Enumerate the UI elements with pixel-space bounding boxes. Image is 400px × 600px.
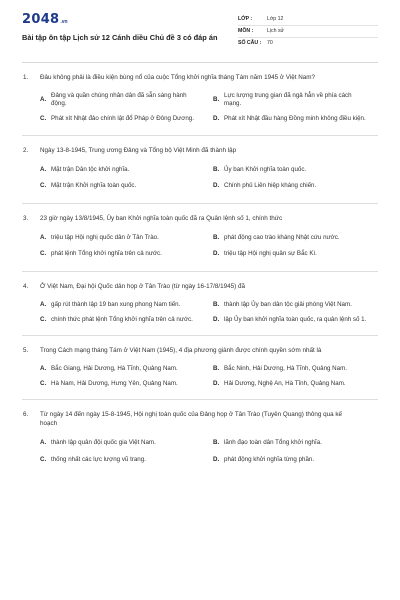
meta-row-count [238, 38, 378, 50]
option-c[interactable] [40, 178, 205, 195]
option-letter: A. [40, 365, 47, 373]
option-a[interactable] [40, 362, 205, 377]
option-text: Mặt trận Dân tộc khởi nghĩa. [51, 165, 130, 173]
option-text: lập Ủy ban khởi nghĩa toàn quốc, ra quân lệnh số 1. [224, 315, 367, 323]
option-b[interactable] [213, 298, 378, 313]
brand-block [22, 11, 217, 62]
option-text: thành lập quân đội quốc gia Việt Nam. [51, 439, 156, 447]
option-text: Mặt trận Khởi nghĩa toàn quốc. [51, 182, 137, 190]
option-d[interactable] [213, 246, 378, 263]
option-letter: A. [40, 96, 47, 104]
option-a[interactable] [40, 230, 205, 247]
option-grid [22, 362, 378, 391]
question-text: Từ ngày 14 đến ngày 15-8-1945, Hội nghị toàn quốc của Đảng họp ở Tân Trào (Tuyên Quang) thông qua kế hoạch [40, 411, 343, 428]
option-text: Hà Nam, Hải Dương, Hưng Yên, Quảng Nam. [51, 379, 178, 387]
option-letter: B. [213, 439, 220, 447]
option-c[interactable] [40, 313, 205, 328]
question-stem [22, 347, 378, 356]
option-a[interactable] [40, 162, 205, 179]
option-c[interactable] [40, 246, 205, 263]
option-text: Lực lượng trung gian đã ngả hẳn về phía cách mạng. [224, 91, 352, 108]
option-a[interactable] [40, 435, 205, 452]
meta-value: Lớp 12 [267, 15, 284, 22]
option-grid [22, 298, 378, 327]
option-letter: B. [213, 165, 220, 173]
question-4 [22, 272, 378, 336]
question-number: 5. [23, 347, 29, 355]
meta-label: SỐ CÂU : [238, 40, 262, 47]
option-letter: C. [40, 379, 47, 387]
question-stem [22, 411, 378, 429]
question-text: Đâu không phải là điều kiện bùng nổ của cuộc Tổng khởi nghĩa tháng Tám năm 1945 ở Việt Nam? [40, 74, 316, 81]
option-grid [22, 89, 378, 127]
option-b[interactable] [213, 435, 378, 452]
option-d[interactable] [213, 112, 378, 127]
question-text: 23 giờ ngày 13/8/1945, Ủy ban Khởi nghĩa toàn quốc đã ra Quân lệnh số 1, chính thức [40, 214, 283, 222]
option-a[interactable] [40, 298, 205, 313]
option-letter: C. [40, 250, 47, 258]
option-letter: B. [213, 96, 220, 104]
option-text: Phát xít Nhật đảo chính lật đổ Pháp ở Đông Dương. [51, 115, 194, 123]
question-text: Trong Cách mạng tháng Tám ở Việt Nam (1945), 4 địa phương giành được chính quyền sớm nhất là [40, 347, 322, 355]
option-letter: A. [40, 300, 47, 308]
document-title: Bài tập ôn tập Lịch sử 12 Cánh diều Chủ đề 3 có đáp án [22, 33, 218, 43]
option-letter: C. [40, 115, 47, 123]
meta-label: MÔN : [238, 27, 254, 34]
option-text: phát động khởi nghĩa từng phần. [224, 455, 315, 463]
option-letter: D. [213, 315, 220, 323]
option-d[interactable] [213, 313, 378, 328]
option-text: lãnh đạo toàn dân Tổng khởi nghĩa. [224, 439, 322, 447]
question-stem [22, 283, 378, 292]
option-letter: A. [40, 233, 47, 241]
option-c[interactable] [40, 112, 205, 127]
question-number: 4. [23, 283, 29, 291]
meta-label: LỚP : [238, 15, 253, 22]
option-letter: B. [213, 300, 220, 308]
option-c[interactable] [40, 377, 205, 392]
option-letter: B. [213, 365, 220, 373]
question-6 [22, 400, 378, 476]
option-b[interactable] [213, 362, 378, 377]
option-text: Bắc Giang, Hải Dương, Hà Tĩnh, Quảng Nam. [51, 365, 178, 373]
option-text: phát động cao trào kháng Nhật cứu nước. [224, 233, 340, 241]
option-text: Đảng và quần chúng nhân dân đã sẵn sàng hành động. [51, 91, 187, 108]
option-text: Hải Dương, Nghệ An, Hà Tĩnh, Quảng Nam. [224, 379, 346, 387]
site-logo[interactable] [22, 11, 217, 29]
option-text: Ủy ban Khởi nghĩa toàn quốc. [224, 165, 307, 173]
option-letter: C. [40, 182, 47, 190]
meta-value: Lịch sử [267, 27, 285, 34]
question-stem [22, 74, 378, 83]
option-letter: C. [40, 455, 47, 463]
question-3 [22, 204, 378, 272]
question-1 [22, 63, 378, 136]
option-letter: D. [213, 115, 220, 123]
meta-row-subject [238, 26, 378, 38]
option-d[interactable] [213, 377, 378, 392]
option-text: Chính phủ Liên hiệp kháng chiến. [224, 182, 317, 190]
option-text: Bắc Ninh, Hải Dương, Hà Tĩnh, Quảng Nam. [224, 365, 347, 373]
option-text: phát lệnh Tổng khởi nghĩa trên cả nước. [51, 250, 162, 258]
option-text: Phát xít Nhật đầu hàng Đồng minh không điều kiện. [224, 115, 366, 123]
option-letter: D. [213, 455, 220, 463]
option-text: triệu tập Hội nghị quân sự Bắc Kì. [224, 250, 317, 258]
option-grid [22, 230, 378, 263]
question-text: Ngày 13-8-1945, Trung ương Đảng và Tổng bộ Việt Minh đã thành lập [40, 146, 237, 154]
question-list [22, 63, 378, 476]
question-number: 6. [23, 411, 29, 419]
option-text: gấp rút thành lập 19 ban xung phong Nam tiến. [51, 300, 181, 308]
question-text: Ở Việt Nam, Đại hội Quốc dân họp ở Tân Trào (từ ngày 16-17/8/1945) đã [40, 283, 245, 291]
meta-table [238, 14, 378, 62]
option-text: thành lập Ủy ban dân tộc giải phóng Việt Nam. [224, 300, 352, 308]
question-number: 3. [23, 214, 29, 222]
option-b[interactable] [213, 230, 378, 247]
option-text: triệu tập Hội nghị quốc dân ở Tân Trào. [51, 233, 159, 241]
option-b[interactable] [213, 162, 378, 179]
option-letter: D. [213, 379, 220, 387]
option-letter: C. [40, 315, 47, 323]
option-d[interactable] [213, 452, 378, 469]
option-grid [22, 162, 378, 195]
option-letter: A. [40, 165, 47, 173]
option-letter: A. [40, 439, 47, 447]
option-d[interactable] [213, 178, 378, 195]
logo-text: 2048 [22, 12, 60, 27]
question-stem [22, 147, 378, 156]
document-header [22, 0, 378, 63]
option-letter: D. [213, 250, 220, 258]
meta-row-class [238, 14, 378, 26]
meta-value: 70 [267, 40, 273, 47]
logo-suffix: .vn [60, 19, 68, 25]
option-text: thống nhất các lực lượng vũ trang. [51, 455, 146, 463]
option-b[interactable] [213, 89, 378, 112]
question-number: 2. [23, 146, 29, 154]
question-number: 1. [23, 74, 29, 81]
option-letter: B. [213, 233, 220, 241]
option-a[interactable] [40, 89, 205, 112]
question-5 [22, 336, 378, 400]
question-2 [22, 136, 378, 204]
option-c[interactable] [40, 452, 205, 469]
option-letter: D. [213, 182, 220, 190]
option-grid [22, 435, 378, 468]
option-text: chính thức phát lệnh Tổng khởi nghĩa trên cả nước. [51, 315, 193, 323]
question-stem [22, 215, 378, 224]
